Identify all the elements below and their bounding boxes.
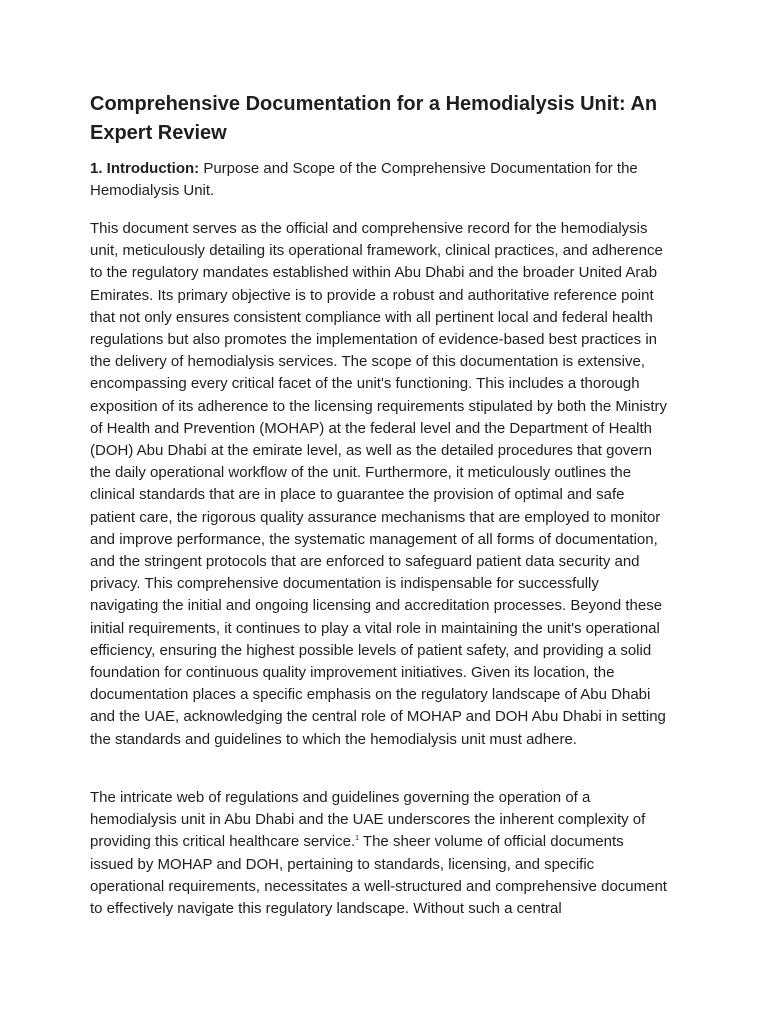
- paragraph-2-text-part-2: The sheer volume of official documents issued by MOHAP and DOH, pertaining to standards, licensing, and specific operational requirements, necessitates a well-structured and comprehensive document to effectively navigate this regulatory landscape. Without such a central: [90, 833, 667, 918]
- introduction-subtitle: Purpose and Scope of the Comprehensive Documentation for the Hemodialysis Unit.: [90, 160, 638, 199]
- paragraph-purpose-scope: This document serves as the official and comprehensive record for the hemodialysis unit, meticulously detailing its operational framework, clinical practices, and adherence to the regulatory mandates established within Abu Dhabi and the broader United Arab Emirates. Its primary objective is to provide a robust and authoritative reference point that not only ensures consistent compliance with all pertinent local and federal health regulations but also promotes the implementation of evidence-based best practices in the delivery of hemodialysis services. The scope of this documentation is extensive, encompassing every critical facet of the unit's functioning. This includes a thorough exposition of its adherence to the licensing requirements stipulated by both the Ministry of Health and Prevention (MOHAP) at the federal level and the Department of Health (DOH) Abu Dhabi at the emirate level, as well as the detailed procedures that govern the daily operational workflow of the unit. Furthermore, it meticulously outlines the clinical standards that are in place to guarantee the provision of optimal and safe patient care, the rigorous quality assurance mechanisms that are employed to monitor and improve performance, the systematic management of all forms of documentation, and the stringent protocols that are enforced to safeguard patient data security and privacy. This comprehensive documentation is indispensable for successfully navigating the initial and ongoing licensing and accreditation processes. Beyond these initial requirements, it continues to play a vital role in maintaining the unit's operational efficiency, ensuring the highest possible levels of patient safety, and providing a solid foundation for continuous quality improvement initiatives. Given its location, the documentation places a specific emphasis on the regulatory landscape of Abu Dhabi and the UAE, acknowledging the central role of MOHAP and DOH Abu Dhabi in setting the standards and guidelines to which the hemodialysis unit must adhere.: [90, 220, 667, 748]
- introduction-line: [90, 158, 668, 202]
- document-title: Comprehensive Documentation for a Hemodialysis Unit: An Expert Review: [90, 93, 658, 144]
- paragraph-regulatory-complexity: [90, 787, 668, 920]
- introduction-heading: 1. Introduction:: [90, 160, 200, 177]
- paragraph-2-text-part-1: The intricate web of regulations and guidelines governing the operation of a hemodialysis unit in Abu Dhabi and the UAE underscores the inherent complexity of providing this critical healthcare service.: [90, 789, 646, 851]
- footnote-reference[interactable]: 1: [355, 835, 360, 843]
